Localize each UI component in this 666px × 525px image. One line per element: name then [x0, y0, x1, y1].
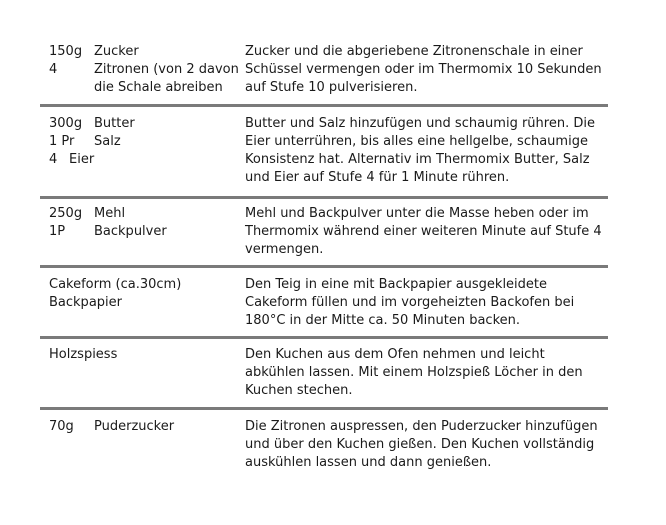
ingredient-line: [49, 294, 239, 312]
recipe-step: [40, 268, 608, 328]
instruction-text: Mehl und Backpulver unter die Masse heben oder im Thermomix während einer weiteren Minute auf Stufe 4 vermengen.: [245, 206, 602, 257]
ingredient-quantity: 300g: [49, 116, 83, 131]
ingredient-list: [49, 418, 239, 436]
ingredient-name: Backpapier: [49, 294, 122, 310]
recipe-step: [40, 339, 608, 399]
ingredient-quantity: 4: [49, 151, 58, 167]
ingredient-name: Cakeform (ca.30cm): [49, 277, 182, 292]
ingredient-list: [49, 346, 239, 364]
ingredient-quantity: 250g: [49, 206, 83, 221]
ingredient-line: [49, 346, 239, 364]
instruction-text: Butter und Salz hinzufügen und schaumig rühren. Die Eier unterrühren, bis alles eine hellgelbe, schaumige Konsistenz hat. Alternativ im Thermomix Butter, Salz und Eier auf Stufe 4 für 1 Minute rühren.: [245, 116, 595, 185]
ingredient-list: [49, 43, 239, 97]
instruction-text: Zucker und die abgeriebene Zitronenschale in einer Schüssel vermengen oder im Thermomix 10 Sekunden auf Stufe 10 pulverisieren.: [245, 44, 602, 95]
recipe-steps: [40, 38, 608, 470]
ingredient-line: [49, 133, 239, 151]
ingredient-line: [49, 79, 239, 97]
ingredient-line: [49, 43, 239, 61]
ingredient-name: Salz: [94, 133, 121, 149]
recipe-step: [40, 38, 608, 98]
ingredient-name: Puderzucker: [94, 419, 175, 434]
ingredient-line: [49, 61, 239, 79]
ingredient-list: [49, 205, 239, 241]
ingredient-line: [49, 205, 239, 223]
ingredient-line: [49, 151, 239, 169]
ingredient-quantity: 70g: [49, 419, 74, 434]
instruction-text: Die Zitronen auspressen, den Puderzucker hinzufügen und über den Kuchen gießen. Den Kuchen vollständig auskühlen lassen und dann genießen.: [245, 419, 598, 470]
ingredient-line: [49, 418, 239, 436]
ingredient-quantity: 1 Pr: [49, 133, 75, 149]
ingredient-name: Zucker: [94, 44, 139, 59]
ingredient-line: [49, 276, 239, 294]
ingredient-quantity: 150g: [49, 44, 83, 59]
ingredient-name: Butter: [94, 116, 135, 131]
ingredient-name: Zitronen (von 2 davon: [94, 61, 239, 77]
ingredient-list: [49, 276, 239, 312]
ingredient-name: Mehl: [94, 206, 126, 221]
recipe-step: [40, 199, 608, 259]
instruction-text: Den Teig in eine mit Backpapier ausgekleidete Cakeform füllen und im vorgeheizten Backofen bei 180°C in der Mitte ca. 50 Minuten backen.: [245, 277, 575, 328]
ingredient-name: Holzspiess: [49, 347, 118, 362]
ingredient-line: [49, 115, 239, 133]
ingredient-name: Eier: [69, 151, 95, 167]
ingredient-name: Backpulver: [94, 223, 167, 239]
ingredient-line: [49, 223, 239, 241]
ingredient-quantity: 4: [49, 61, 58, 77]
ingredient-list: [49, 115, 239, 169]
instruction-text: Den Kuchen aus dem Ofen nehmen und leicht abkühlen lassen. Mit einem Holzspieß Löcher in den Kuchen stechen.: [245, 347, 583, 398]
recipe-step: [40, 107, 608, 185]
ingredient-name: die Schale abreiben: [94, 79, 223, 95]
ingredient-quantity: 1P: [49, 223, 66, 239]
recipe-step: [40, 410, 608, 470]
